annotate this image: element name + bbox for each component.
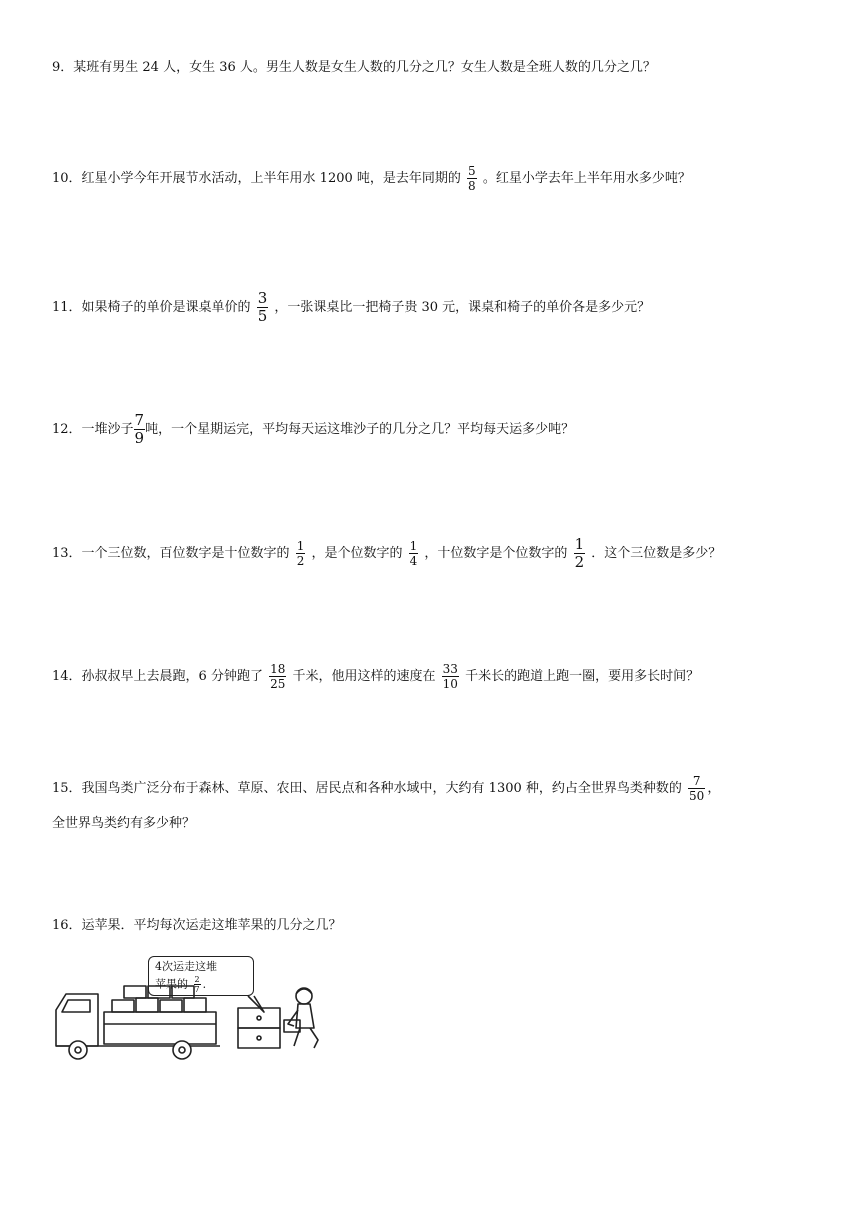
question-16	[52, 916, 342, 936]
bubble-end: ．	[202, 977, 214, 991]
question-10	[52, 164, 691, 193]
boy-head	[296, 988, 312, 1004]
question-15-text-a: 15．我国鸟类广泛分布于森林、草原、农田、居民点和各种水域中，大约有 1300 种，约占全世界鸟类种数的	[52, 781, 682, 796]
fraction-denominator: 8	[468, 179, 476, 193]
fraction-numerator: 3	[257, 289, 268, 307]
truck-crate	[148, 986, 170, 998]
question-13-text-a: 13．一个三位数，百位数字是十位数字的	[52, 546, 290, 561]
fraction	[688, 774, 705, 803]
fraction-numerator: 1	[296, 539, 305, 553]
truck-bed	[104, 1012, 216, 1044]
fraction-denominator: 50	[689, 789, 705, 803]
truck-wheel	[69, 1041, 87, 1059]
truck-crate	[184, 998, 206, 1012]
question-14-text-b: 千米，他用这样的速度在	[292, 669, 436, 684]
question-12	[52, 412, 574, 447]
boy-legs	[294, 1028, 318, 1048]
fraction-numerator: 1	[574, 535, 585, 553]
fraction-numerator: 1	[409, 539, 418, 553]
truck-crate	[172, 986, 194, 998]
fraction	[134, 412, 146, 447]
crate-handle	[257, 1036, 261, 1040]
crate-handle	[257, 1016, 261, 1020]
bubble-tail	[248, 996, 264, 1012]
fraction-numerator: 5	[468, 164, 476, 178]
ground-crate	[238, 1028, 280, 1048]
fraction	[467, 164, 477, 193]
fraction-denominator: 9	[134, 429, 145, 447]
fraction	[442, 662, 459, 691]
fraction-numerator: 18	[270, 662, 286, 676]
question-10-text-b: 。红星小学去年上半年用水多少吨？	[482, 171, 691, 186]
truck-crate	[124, 986, 146, 998]
truck-window	[62, 1000, 90, 1012]
fraction-denominator: 4	[409, 554, 418, 568]
question-15	[52, 774, 720, 803]
question-9	[52, 58, 656, 78]
truck-wheel	[173, 1041, 191, 1059]
fraction-numerator: 2	[194, 975, 200, 984]
question-14	[52, 662, 699, 691]
question-9-text: 9．某班有男生 24 人，女生 36 人。男生人数是女生人数的几分之几？女生人数是全班人数的几分之几？	[52, 60, 656, 75]
truck-crate	[160, 1000, 182, 1012]
fraction	[269, 662, 286, 691]
fraction-numerator: 33	[442, 662, 458, 676]
fraction-denominator: 2	[296, 554, 305, 568]
question-14-text-c: 千米长的跑道上跑一圈，要用多长时间？	[465, 669, 700, 684]
fraction	[296, 539, 306, 568]
question-11	[52, 290, 650, 325]
question-13	[52, 536, 721, 571]
fraction	[409, 539, 419, 568]
fraction	[257, 290, 269, 325]
question-14-text-a: 14．孙叔叔早上去晨跑，6 分钟跑了	[52, 669, 263, 684]
truck-crate	[112, 1000, 134, 1012]
question-12-text-b: 吨，一个星期运完，平均每天运这堆沙子的几分之几？平均每天运多少吨？	[145, 422, 575, 437]
question-15-line2	[52, 814, 195, 834]
question-11-text-b: ，一张课桌比一把椅子贵 30 元，课桌和椅子的单价各是多少元？	[274, 300, 651, 315]
question-10-text-a: 10．红星小学今年开展节水活动，上半年用水 1200 吨，是去年同期的	[52, 171, 461, 186]
bubble-line-1: 4次运走这堆	[155, 960, 217, 973]
question-15-text-b: ，	[707, 781, 721, 796]
question-15-text-c: 全世界鸟类约有多少种？	[52, 816, 196, 831]
fraction-denominator: 25	[270, 677, 286, 691]
question-12-text-a: 12．一堆沙子	[52, 422, 134, 437]
truck-and-boy-illustration	[48, 950, 348, 1070]
truck-cab	[56, 994, 98, 1046]
question-13-text-d: ．这个三位数是多少？	[591, 546, 722, 561]
fraction-denominator: 10	[442, 677, 458, 691]
fraction-numerator: 7	[692, 774, 701, 788]
fraction	[574, 536, 586, 571]
fraction-numerator: 7	[134, 411, 145, 429]
truck-crate	[136, 998, 158, 1012]
bubble-text: 苹果的	[155, 977, 188, 991]
boy-body	[296, 1004, 314, 1028]
fraction-denominator: 5	[257, 307, 268, 325]
fraction-denominator: 7	[194, 985, 200, 994]
ground-crate	[238, 1008, 280, 1028]
fraction-denominator: 2	[574, 553, 585, 571]
question-13-text-b: ，是个位数字的	[311, 546, 403, 561]
question-11-text-a: 11．如果椅子的单价是课桌单价的	[52, 300, 251, 315]
question-13-text-c: ，十位数字是个位数字的	[424, 546, 568, 561]
question-16-text: 16．运苹果．平均每次运走这堆苹果的几分之几？	[52, 918, 342, 933]
